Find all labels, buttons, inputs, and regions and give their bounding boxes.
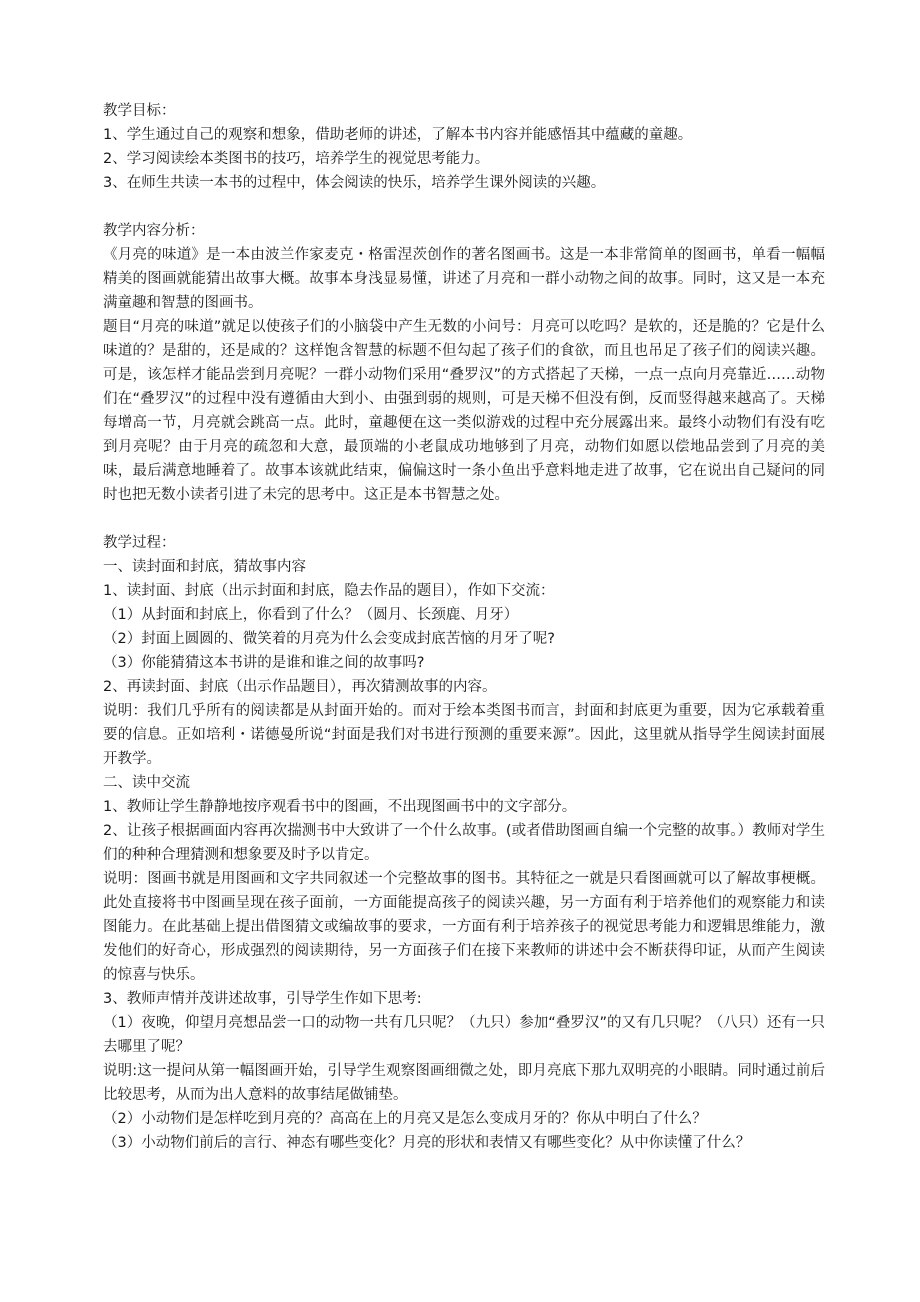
content-analysis-section [103, 219, 825, 507]
step-text: 2、再读封面、封底（出示作品题目），再次猜测故事的内容。 [103, 679, 497, 695]
teaching-goals-section [103, 99, 825, 195]
spacer [103, 507, 825, 531]
analysis-paragraph: 题目“月亮的味道”就足以使孩子们的小脑袋中产生无数的小问号：月亮可以吃吗？是软的，还是脆的？它是什么味道的？是甜的，还是咸的？这样饱含智慧的标题不但勾起了孩子们的食欲，而且也吊足了孩子们的阅读兴趣。可是，该怎样才能品尝到月亮呢？一群小动物们采用“叠罗汉”的方式搭起了天梯，一点一点向月亮靠近……动物们在“叠罗汉”的过程中没有遵循由大到小、由强到弱的规则，可是天梯不但没有倒，反而竖得越来越高了。天梯每增高一节，月亮就会跳高一点。此时，童趣便在这一类似游戏的过程中充分展露出来。最终小动物们有没有吃到月亮呢？由于月亮的疏忽和大意，最顶端的小老鼠成功地够到了月亮，动物们如愿以偿地品尝到了月亮的美味，最后满意地睡着了。故事本该就此结束，偏偏这时一条小鱼出乎意料地走进了故事，它在说出自己疑问的同时也把无数小读者引进了未完的思考中。这正是本书智慧之处。 [103, 319, 825, 503]
note-text: 说明:这一提问从第一幅图画开始，引导学生观察图画细微之处，即月亮底下那九双明亮的小眼睛。同时通过前后比较思考，从而为出人意料的故事结尾做铺垫。 [103, 1063, 825, 1103]
goal-item: 2、学习阅读绘本类图书的技巧，培养学生的视觉思考能力。 [103, 151, 490, 167]
section-title: 一、读封面和封底，猜故事内容 [103, 559, 306, 575]
step-text: 3、教师声情并茂讲述故事，引导学生作如下思考: [103, 991, 422, 1007]
process-heading: 教学过程： [103, 535, 176, 551]
note-text: 说明：图画书就是用图画和文字共同叙述一个完整故事的图书。其特征之一就是只看图画就可以了解故事梗概。此处直接将书中图画呈现在孩子面前，一方面能提高孩子的阅读兴趣，另一方面有利于培养他们的观察能力和读图能力。在此基础上提出借图猜文或编故事的要求，一方面有利于培养孩子的视觉思考能力和逻辑思维能力，激发他们的好奇心，形成强烈的阅读期待，另一方面孩子们在接下来教师的讲述中会不断获得印证，从而产生阅读的惊喜与快乐。 [103, 871, 825, 983]
note-text: 说明：我们几乎所有的阅读都是从封面开始的。而对于绘本类图书而言，封面和封底更为重要，因为它承载着重要的信息。正如培利・诺德曼所说“封面是我们对书进行预测的重要来源”。因此，这里就从指导学生阅读封面展开教学。 [103, 703, 825, 767]
goal-item: 1、学生通过自己的观察和想象，借助老师的讲述，了解本书内容并能感悟其中蕴藏的童趣。 [103, 127, 693, 143]
section-title: 二、读中交流 [103, 775, 190, 791]
document-page [103, 99, 825, 1155]
teaching-process-section [103, 531, 825, 1155]
analysis-heading: 教学内容分析： [103, 223, 205, 239]
step-text: 1、读封面、封底（出示封面和封底，隐去作品的题目），作如下交流： [103, 583, 555, 599]
question-text: （1）夜晚，仰望月亮想品尝一口的动物一共有几只呢？（九只）参加“叠罗汉”的又有几只呢？（八只）还有一只去哪里了呢？ [103, 1015, 825, 1055]
step-text: 2、让孩子根据画面内容再次揣测书中大致讲了一个什么故事。(或者借助图画自编一个完整的故事。）教师对学生们的种种合理猜测和想象要及时予以肯定。 [103, 823, 825, 863]
question-text: （3）你能猜猜这本书讲的是谁和谁之间的故事吗? [103, 655, 425, 671]
goal-item: 3、在师生共读一本书的过程中，体会阅读的快乐，培养学生课外阅读的兴趣。 [103, 175, 606, 191]
step-text: 1、教师让学生静静地按序观看书中的图画，不出现图画书中的文字部分。 [103, 799, 577, 815]
question-text: （1）从封面和封底上，你看到了什么？（圆月、长颈鹿、月牙） [103, 607, 519, 623]
question-text: （2）小动物们是怎样吃到月亮的？高高在上的月亮又是怎么变成月牙的？你从中明白了什么？ [103, 1111, 707, 1127]
goals-heading: 教学目标： [103, 103, 176, 119]
analysis-paragraph: 《月亮的味道》是一本由波兰作家麦克・格雷涅茨创作的著名图画书。这是一本非常简单的图画书，单看一幅幅精美的图画就能猜出故事大概。故事本身浅显易懂，讲述了月亮和一群小动物之间的故事。同时，这又是一本充满童趣和智慧的图画书。 [103, 247, 825, 311]
question-text: （2）封面上圆圆的、微笑着的月亮为什么会变成封底苦恼的月牙了呢? [103, 631, 555, 647]
question-text: （3）小动物们前后的言行、神态有哪些变化？月亮的形状和表情又有哪些变化？从中你读懂了什么？ [103, 1135, 751, 1151]
spacer [103, 195, 825, 219]
